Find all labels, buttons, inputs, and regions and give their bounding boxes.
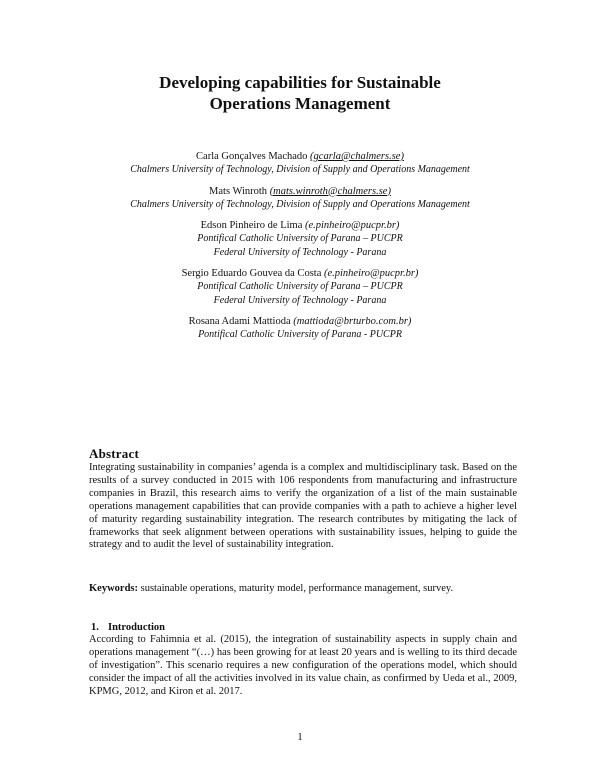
author-affiliation: Federal University of Technology - Parana (213, 294, 387, 306)
abstract-section (89, 446, 517, 552)
author-name: Sergio Eduardo Gouvea da Costa (181, 268, 322, 279)
keywords-line (89, 582, 517, 595)
abstract-heading: Abstract (89, 446, 139, 461)
author-affiliation: Pontifical Catholic University of Parana – PUCPR (197, 233, 403, 244)
author-name: Edson Pinheiro de Lima (200, 220, 303, 231)
author-block (60, 150, 540, 177)
section-heading (89, 621, 517, 634)
author-email: (e.pinheiro@pucpr.br) (304, 220, 400, 231)
author-affiliation: Pontifical Catholic University of Parana - PUCPR (198, 329, 402, 340)
keywords-text: sustainable operations, maturity model, performance management, survey. (138, 583, 454, 594)
author-email: (e.pinheiro@pucpr.br) (323, 268, 419, 279)
author-block (60, 315, 540, 342)
author-affiliation: Chalmers University of Technology, Division of Supply and Operations Management (130, 198, 470, 210)
author-email: (mattioda@brturbo.com.br) (293, 316, 412, 327)
author-email[interactable]: (gcarla@chalmers.se) (310, 151, 404, 162)
author-affiliation: Chalmers University of Technology, Division of Supply and Operations Management (130, 164, 470, 175)
author-affiliation: Federal University of Technology - Parana (213, 246, 387, 258)
author-block (60, 219, 540, 259)
introduction-section (89, 621, 517, 699)
title-line-1: Developing capabilities for Sustainable (159, 73, 441, 92)
introduction-text: According to Fahimnia et al. (2015), the integration of sustainability aspects in supply chain and operations management “(…) has been growing for at least 20 years and is welling to its third decade of investigation”. This scenario requires a new configuration of the operations model, which should consider the impact of all the activities involved in its value chain, as confirmed by Ueda et al., 2009, KPMG, 2012, and Kiron et al. 2017. (89, 634, 517, 697)
keywords-label: Keywords: (89, 583, 138, 594)
author-block (60, 185, 540, 212)
section-number: 1. (91, 622, 99, 633)
section-title: Introduction (108, 622, 165, 633)
author-email[interactable]: (mats.winroth@chalmers.se) (269, 185, 391, 197)
author-block (60, 267, 540, 307)
abstract-text: Integrating sustainability in companies’ agenda is a complex and multidisciplinary task. Based on the results of a survey conducted in 2015 with 106 respondents from manufacturing and infrastructure companies in Brazil, this research aims to verify the organization of a list of the main sustainable operations management capabilities that can provide companies with a path to achieve a higher level of maturity regarding sustainability integration. The research contributes by mitigating the lack of frameworks that seek alignment between operations with sustainability issues, helping to guide the strategy and to audit the level of sustainability integration. (89, 462, 517, 551)
title-line-2: Operations Management (209, 94, 391, 113)
paper-title (60, 72, 540, 114)
author-affiliation: Pontifical Catholic University of Parana – PUCPR (197, 281, 403, 292)
author-name: Rosana Adami Mattioda (188, 316, 291, 327)
author-list (60, 150, 540, 350)
author-name: Mats Winroth (209, 185, 268, 197)
author-name: Carla Gonçalves Machado (196, 151, 308, 162)
page-number: 1 (297, 731, 303, 743)
